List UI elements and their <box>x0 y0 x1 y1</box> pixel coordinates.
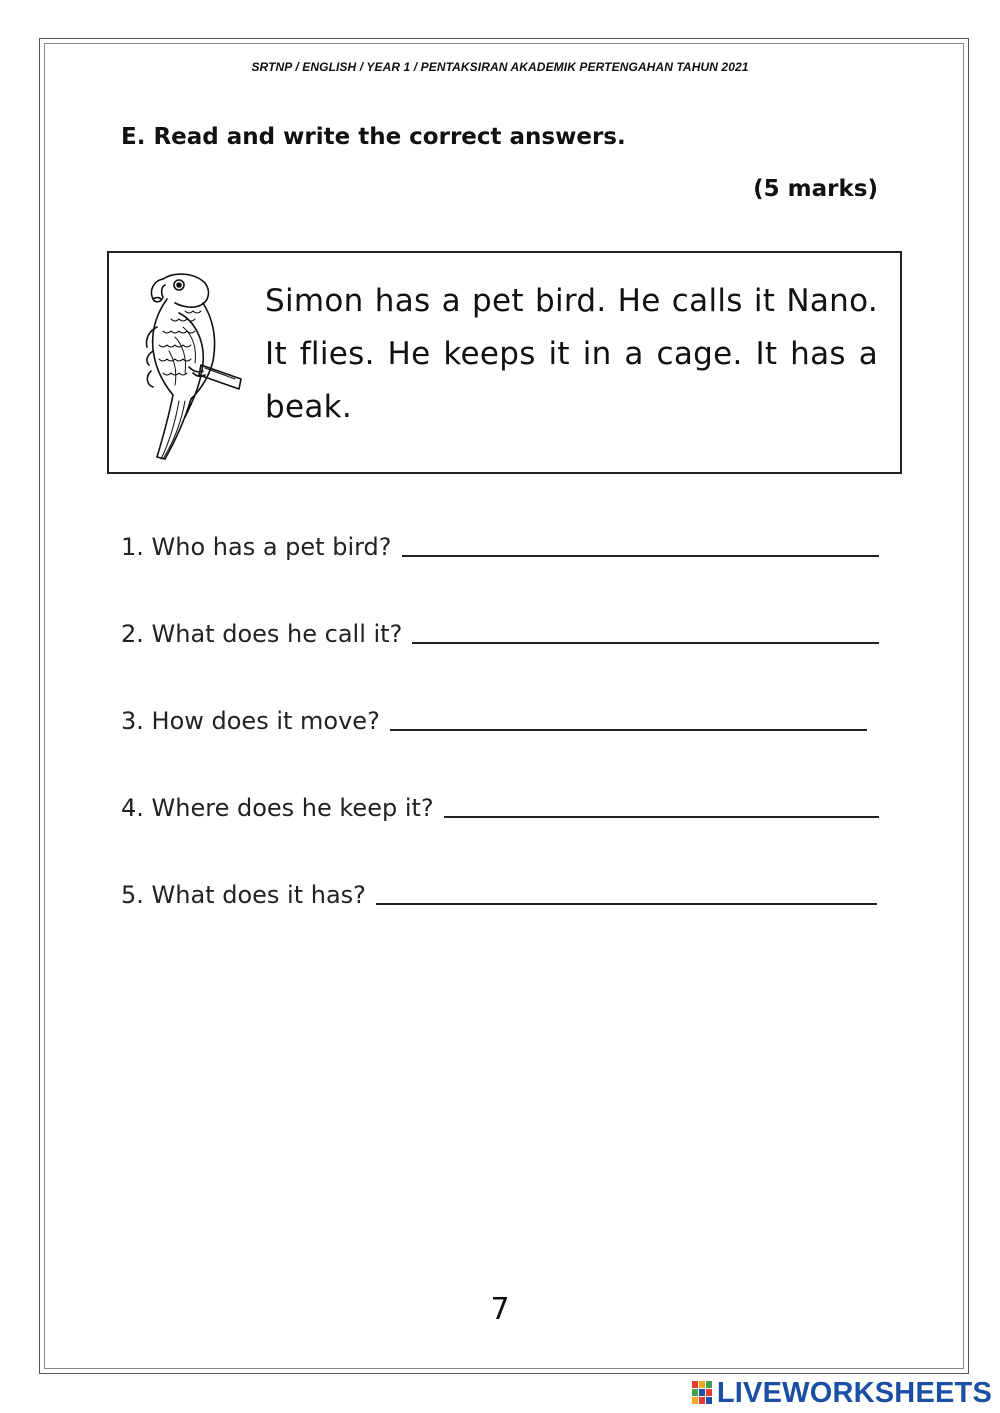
story-box <box>107 251 902 474</box>
question-2 <box>121 614 879 648</box>
question-4-text: 4. Where does he keep it? <box>121 794 434 822</box>
answer-field-4[interactable] <box>444 788 879 818</box>
answer-field-3[interactable] <box>390 701 867 731</box>
story-text: Simon has a pet bird. He calls it Nano. It flies. He keeps it in a cage. It has a beak. <box>265 283 878 425</box>
liveworksheets-logo-icon <box>691 1380 713 1406</box>
answer-field-2[interactable] <box>412 614 879 644</box>
question-2-text: 2. What does he call it? <box>121 620 403 648</box>
section-title: E. Read and write the correct answers. <box>121 124 626 150</box>
question-5-text: 5. What does it has? <box>121 881 366 909</box>
parrot-drawing-icon <box>123 267 253 463</box>
answer-field-5[interactable] <box>376 875 877 905</box>
question-3-text: 3. How does it move? <box>121 707 380 735</box>
document-header: SRTNP / ENGLISH / YEAR 1 / PENTAKSIRAN AKADEMIK PERTENGAHAN TAHUN 2021 <box>251 60 749 74</box>
marks-label: (5 marks) <box>753 176 878 202</box>
liveworksheets-watermark <box>691 1376 992 1410</box>
question-4 <box>121 788 879 822</box>
question-1-text: 1. Who has a pet bird? <box>121 533 392 561</box>
question-3 <box>121 701 867 735</box>
watermark-text: LIVEWORKSHEETS <box>716 1376 992 1409</box>
answer-field-1[interactable] <box>402 527 879 557</box>
question-5 <box>121 875 877 909</box>
page-number: 7 <box>490 1292 510 1327</box>
question-1 <box>121 527 879 561</box>
